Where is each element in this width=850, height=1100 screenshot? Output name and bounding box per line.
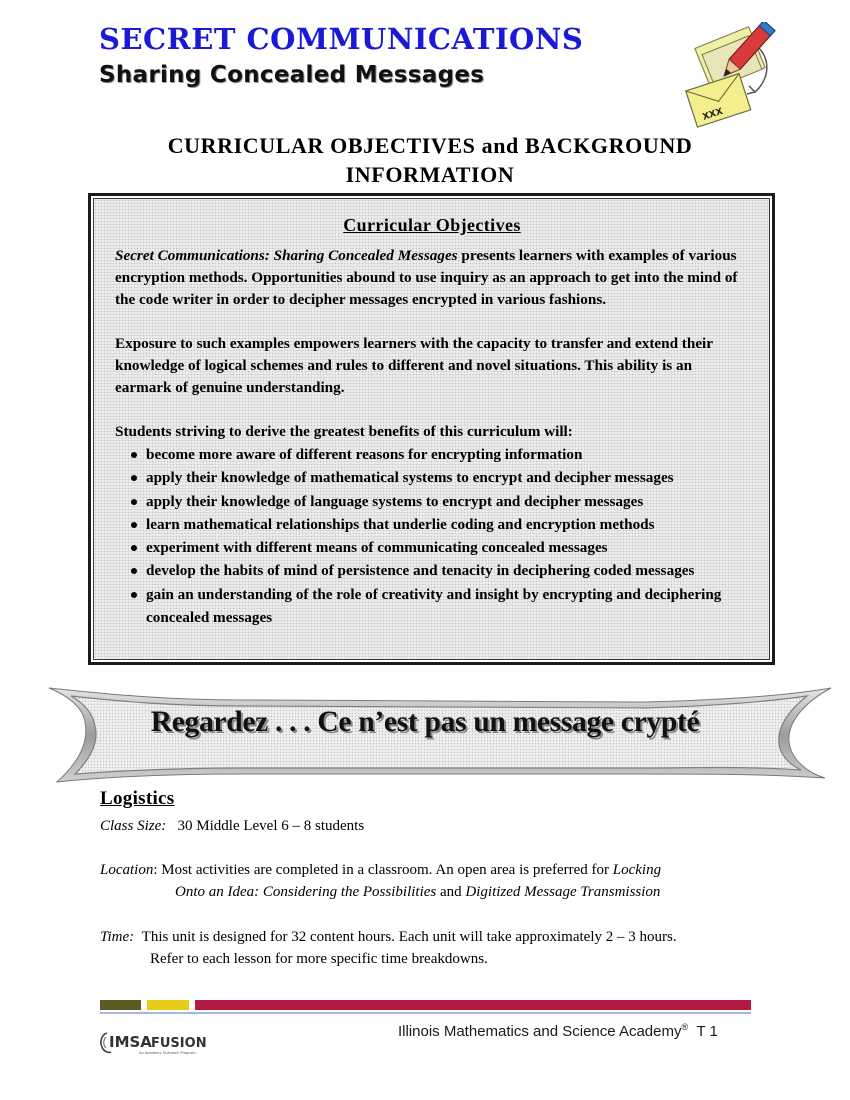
- objectives-paragraph-2: Exposure to such examples empowers learners with the capacity to transfer and extend their knowledge of logical schemes and rules to different and novel situations. This ability is an earmark of genuine understanding.: [115, 335, 713, 396]
- footer-bar-olive: [100, 1000, 141, 1010]
- time-text: This unit is designed for 32 content hours. Each unit will take approximately 2 – 3 hours.: [141, 929, 677, 945]
- envelope-xxx-label: XXX: [701, 106, 725, 123]
- logo-imsa-text: IMSA: [109, 1033, 152, 1051]
- objectives-paragraph-1: [115, 245, 749, 311]
- location-and: and: [436, 884, 466, 900]
- page-number: T 1: [696, 1023, 718, 1040]
- section-heading-line1: CURRICULAR OBJECTIVES and BACKGROUND: [167, 133, 693, 158]
- footer-bar-crimson: [195, 1000, 751, 1010]
- footer-academy: [398, 1022, 718, 1040]
- objective-item: apply their knowledge of mathematical systems to encrypt and decipher messages: [124, 466, 749, 489]
- class-size-label: Class Size:: [100, 818, 167, 834]
- document-title: SECRET COMMUNICATIONS: [99, 22, 584, 56]
- section-heading-line2: INFORMATION: [345, 162, 515, 187]
- imsa-fusion-logo: [99, 1029, 229, 1055]
- footer-color-bars: [100, 1000, 751, 1018]
- objectives-list: [115, 443, 749, 629]
- objectives-heading: Curricular Objectives: [343, 215, 521, 235]
- envelope-pencil-icon: [683, 22, 783, 130]
- document-subtitle: Sharing Concealed Messages: [99, 62, 485, 88]
- objective-item: apply their knowledge of language systems to encrypt and decipher messages: [124, 490, 749, 513]
- paragraph-1-text: presents learners with examples of various encryption methods. Opportunities abound to use inquiry as an approach to get into the mind of the code writer in order to decipher messages encrypted in various fashions.: [115, 247, 738, 308]
- objective-item: gain an understanding of the role of creativity and insight by encrypting and deciphering concealed messages: [124, 583, 749, 630]
- logo-tagline: An Academy Outreach Program: [139, 1051, 196, 1055]
- location-text: : Most activities are completed in a classroom. An open area is preferred for: [153, 862, 613, 878]
- objective-item: learn mathematical relationships that underlie coding and encryption methods: [124, 513, 749, 536]
- time-label: Time:: [100, 929, 135, 945]
- time-line-1: [100, 929, 677, 946]
- class-size-value: 30 Middle Level 6 – 8 students: [177, 818, 365, 834]
- location-label: Location: [100, 862, 154, 878]
- location-line-2: [175, 884, 660, 901]
- registered-mark: ®: [681, 1022, 689, 1032]
- logo-fusion-text: FUSION: [151, 1036, 207, 1051]
- banner-text: Regardez . . . Ce n’est pas un message crypté: [150, 706, 700, 738]
- location-activity-1: Locking: [612, 862, 662, 878]
- location-activity-2: Digitized Message Transmission: [465, 884, 661, 900]
- unit-title-reference: Secret Communications: Sharing Concealed Messages: [115, 247, 458, 264]
- objectives-panel: [93, 198, 770, 660]
- objective-item: develop the habits of mind of persistence and tenacity in deciphering coded messages: [124, 559, 749, 582]
- objective-item: experiment with different means of communicating concealed messages: [124, 536, 749, 559]
- objective-item: become more aware of different reasons for encrypting information: [124, 443, 749, 466]
- time-line-2: Refer to each lesson for more specific time breakdowns.: [150, 951, 488, 967]
- objectives-intro: Students striving to derive the greatest benefits of this curriculum will:: [115, 423, 573, 440]
- class-size-line: [100, 818, 364, 835]
- section-heading: [100, 131, 760, 189]
- footer-rule: [100, 1012, 751, 1014]
- location-activity-1b: Onto an Idea: Considering the Possibilities: [175, 884, 437, 900]
- footer-bar-yellow: [147, 1000, 189, 1010]
- footer-academy-name: Illinois Mathematics and Science Academy: [398, 1023, 682, 1040]
- location-line-1: [100, 862, 661, 879]
- logistics-heading: Logistics: [100, 788, 175, 809]
- objectives-box: [88, 193, 775, 665]
